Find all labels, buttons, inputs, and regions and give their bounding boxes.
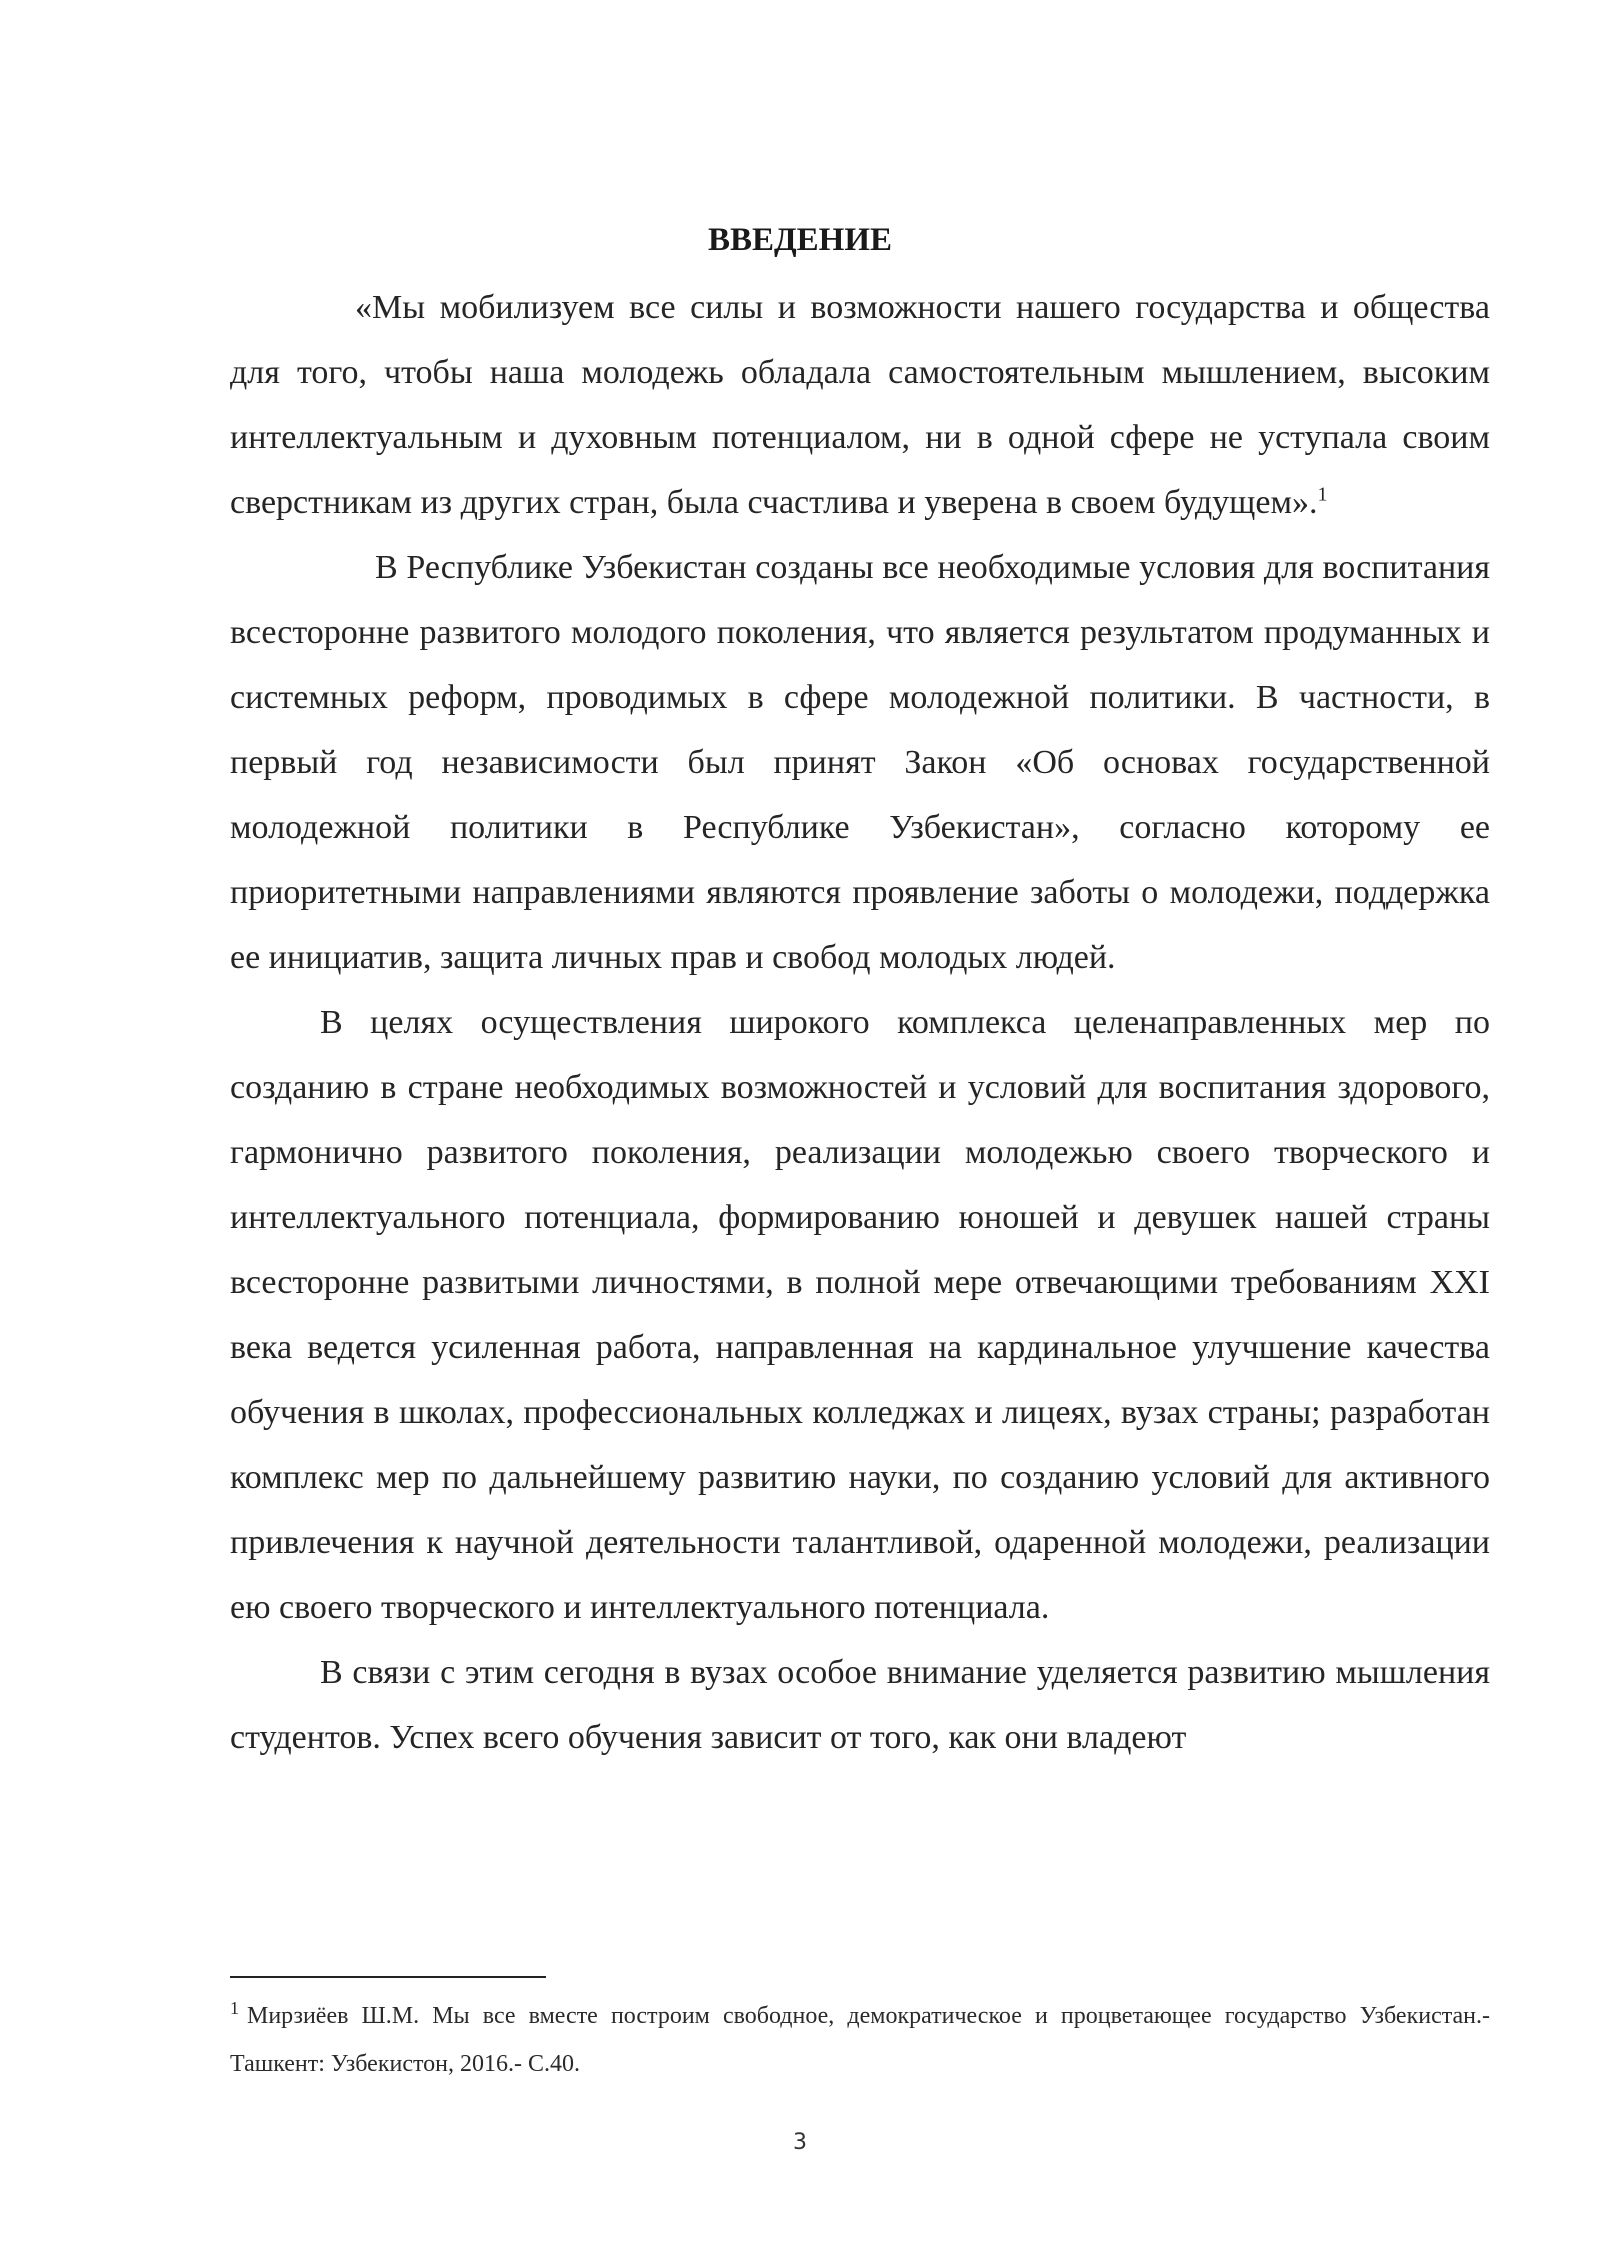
footnote-mark: 1 (230, 1998, 239, 2018)
footnote (230, 1992, 1490, 2088)
document-body (230, 275, 1490, 1770)
paragraph-text: «Мы мобилизуем все силы и возможности нашего государства и общества для того, чтобы наша молодежь обладала самостоятельным мышлением, высоким интеллектуальным и духовным потенциалом, ни в одной сфере не уступала своим сверстникам из других стран, была счастлива и уверена в своем будущем». (230, 289, 1490, 521)
section-heading: ВВЕДЕНИЕ (707, 222, 893, 258)
paragraph-3: В целях осуществления широкого комплекса целенаправленных мер по созданию в стране необходимых возможностей и условий для воспитания здорового, гармонично развитого поколения, реализации молодежью своего творческого и интеллектуального потенциала, формированию юношей и девушек нашей страны всесторонне развитыми личностями, в полной мере отвечающими требованиям XXI века ведется усиленная работа, направленная на кардинальное улучшение качества обучения в школах, профессиональных колледжах и лицеях, вузах страны; разработан комплекс мер по дальнейшему развитию науки, по созданию условий для активного привлечения к научной деятельности талантливой, одаренной молодежи, реализации ею своего творческого и интеллектуального потенциала. (230, 1004, 1490, 1626)
page-number: 3 (793, 2130, 807, 2155)
paragraph-4: В связи с этим сегодня в вузах особое внимание уделяется развитию мышления студентов. Успех всего обучения зависит от того, как они владеют (230, 1654, 1490, 1756)
paragraph-2: В Республике Узбекистан созданы все необходимые условия для воспитания всесторонне развитого молодого поколения, что является результатом продуманных и системных реформ, проводимых в сфере молодежной политики. В частности, в первый год независимости был принят Закон «Об основах государственной молодежной политики в Республике Узбекистан», согласно которому ее приоритетными направлениями являются проявление заботы о молодежи, поддержка ее инициатив, защита личных прав и свобод молодых людей. (230, 549, 1490, 976)
footnote-text: Мирзиёев Ш.М. Мы все вместе построим свободное, демократическое и процветающее государство Узбекистан.- Ташкент: Узбекистон, 2016.- С.40. (230, 2003, 1490, 2077)
footnote-reference[interactable]: 1 (1317, 483, 1328, 506)
footnote-separator (230, 1976, 546, 1978)
paragraph-quote (230, 275, 1490, 535)
